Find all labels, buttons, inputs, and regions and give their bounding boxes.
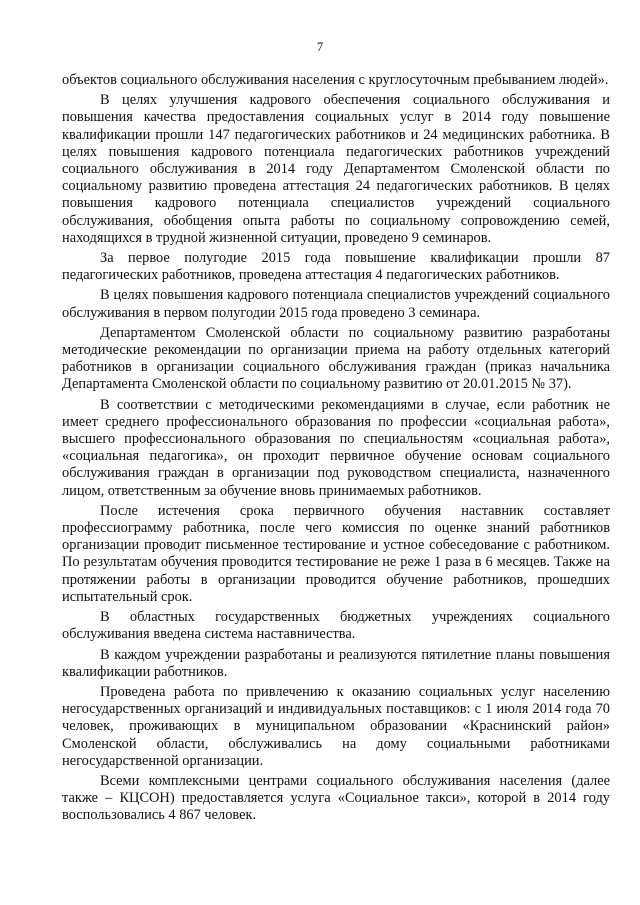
- paragraph-methodical-recommendations: Департаментом Смоленской области по социальному развитию разработаны методические рекомендации по организации приема на работу отдельных категорий работников в организации социального обслуживания граждан (приказ начальника Департамента Смоленской области по социальному развитию от 20.01.2015 № 37).: [62, 324, 610, 393]
- paragraph-first-half-2015: За первое полугодие 2015 года повышение квалификации прошли 87 педагогических работников, проведена аттестация 4 педагогических работников.: [62, 250, 610, 284]
- paragraph-social-taxi: Всеми комплексными центрами социального обслуживания населения (далее также – КЦСОН) предоставляется услуга «Социальное такси», которой в 2014 году воспользовались 4 867 человек.: [62, 772, 610, 824]
- paragraph-staff-training-2014: В целях улучшения кадрового обеспечения социального обслуживания и повышения качества предоставления социальных услуг в 2014 году повышение квалификации прошли 147 педагогических работников и 24 медицинских работника. В целях повышения кадрового потенциала педагогических работников учреждений социального обслуживания в 2014 году Департаментом Смоленской области по социальному развитию проведена аттестация 24 педагогических работников. В целях повышения кадрового потенциала специалистов учреждений социального обслуживания, обобщения опыта работы по социальному сопровождению семей, находящихся в трудной жизненной ситуации, проведено 9 семинаров.: [62, 92, 610, 246]
- paragraph-non-state-providers: Проведена работа по привлечению к оказанию социальных услуг населению негосударственных организаций и индивидуальных поставщиков: с 1 июля 2014 года 70 человек, проживающих в муниципальном образовании «Краснинский район» Смоленской области, обслуживались на дому социальными работниками негосударственной организации.: [62, 683, 610, 769]
- paragraph-mentorship-system: В областных государственных бюджетных учреждениях социального обслуживания введена система наставничества.: [62, 609, 610, 643]
- paragraph-primary-training: В соответствии с методическими рекомендациями в случае, если работник не имеет среднего профессионального образования по профессии «социальная работа», высшего профессионального образования по специальностям «социальная работа», «социальная педагогика», он проходит первичное обучение основам социального обслуживания граждан в организации под руководством специалиста, назначенного лицом, ответственным за обучение вновь принимаемых работников.: [62, 396, 610, 499]
- document-body: [62, 72, 610, 825]
- paragraph-seminars-2015: В целях повышения кадрового потенциала специалистов учреждений социального обслуживания в первом полугодии 2015 года проведено 3 семинара.: [62, 287, 610, 321]
- paragraph-five-year-plans: В каждом учреждении разработаны и реализуются пятилетние планы повышения квалификации работников.: [62, 646, 610, 680]
- page-number: 7: [316, 40, 324, 54]
- paragraph-mentor-testing: После истечения срока первичного обучения наставник составляет профессиограмму работника, после чего комиссия по оценке знаний работников организации проводит письменное тестирование и устное собеседование с работником. По результатам обучения проводится тестирование не реже 1 раза в 6 месяцев. Также на протяжении работы в организации проводится обучение работников, прошедших испытательный срок.: [62, 502, 610, 605]
- paragraph-continuation: объектов социального обслуживания населения с круглосуточным пребыванием людей».: [62, 72, 609, 88]
